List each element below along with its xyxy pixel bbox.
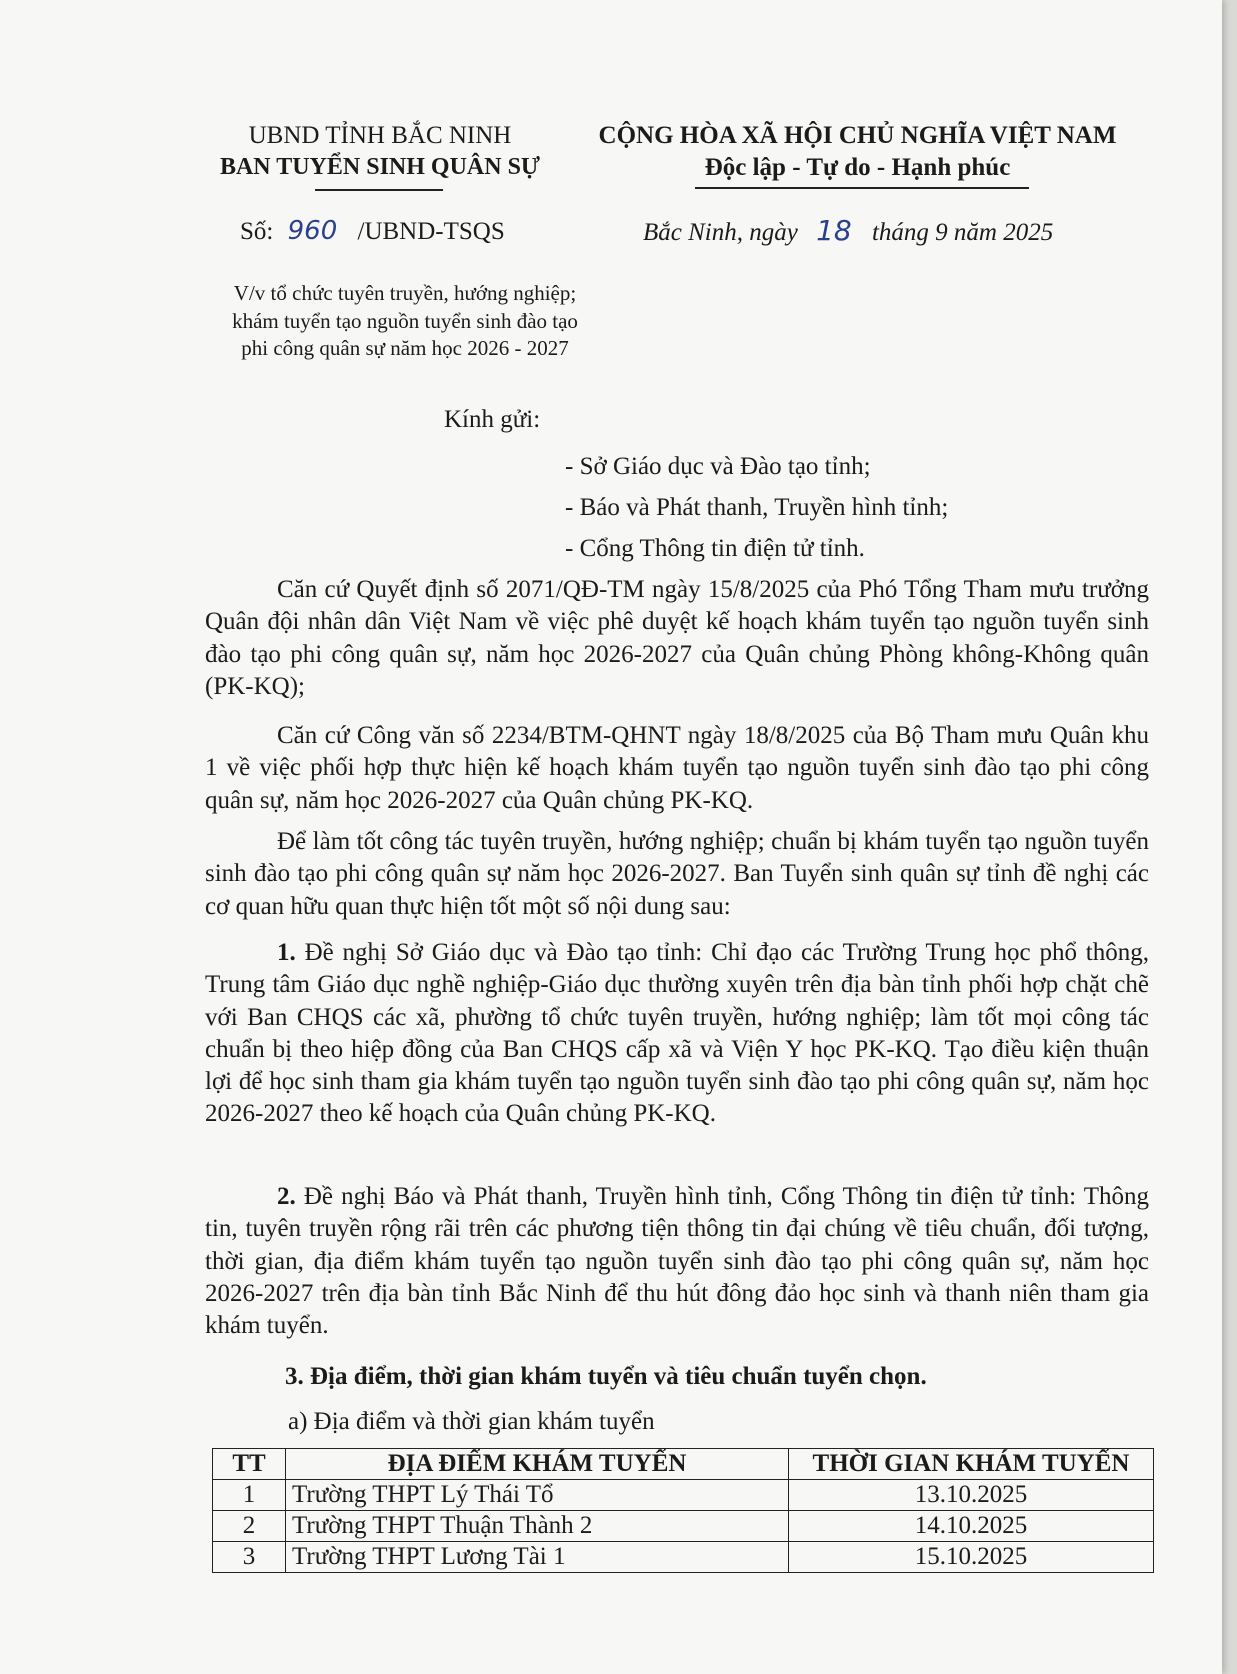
column-header-tt: TT xyxy=(213,1449,286,1480)
document-number-prefix: Số: xyxy=(240,218,274,245)
column-header-place: ĐỊA ĐIỂM KHÁM TUYỂN xyxy=(286,1449,789,1480)
paragraph-text: Căn cứ Công văn số 2234/BTM-QHNT ngày 18/8/2025 của Bộ Tham mưu Quân khu 1 về việc phối hợp thực hiện kế hoạch khám tuyển tạo nguồn tuyển sinh đào tạo phi công quân sự, năm học 2026-2027 của Quân chủng PK-KQ. xyxy=(205,722,1149,814)
subject-line: khám tuyển tạo nguồn tuyển sinh đào tạo xyxy=(232,308,578,333)
subject-line: phi công quân sự năm học 2026 - 2027 xyxy=(241,336,569,360)
recipient-item: - Báo và Phát thanh, Truyền hình tỉnh; xyxy=(565,494,949,521)
document-number-suffix: /UBND-TSQS xyxy=(357,218,505,245)
recipient-item: - Sở Giáo dục và Đào tạo tỉnh; xyxy=(565,453,871,480)
header-underline-left xyxy=(315,189,443,191)
exam-date: 14.10.2025 xyxy=(789,1511,1154,1542)
subsection-a-heading: a) Địa điểm và thời gian khám tuyển xyxy=(288,1408,655,1435)
row-number: 2 xyxy=(213,1511,286,1542)
date-day-handwritten: 18 xyxy=(816,214,852,247)
exam-location: Trường THPT Lương Tài 1 xyxy=(286,1542,789,1573)
exam-schedule-table xyxy=(212,1448,1154,1573)
issuing-authority: UBND TỈNH BẮC NINH xyxy=(248,122,512,149)
body-paragraph-3 xyxy=(205,826,1149,923)
body-item-2 xyxy=(205,1181,1149,1342)
paragraph-text: Căn cứ Quyết định số 2071/QĐ-TM ngày 15/8/2025 của Phó Tổng Tham mưu trưởng Quân đội nhân dân Việt Nam về việc phê duyệt kế hoạch khám tuyển tạo nguồn tuyển sinh đào tạo phi công quân sự, năm học 2026-2027 của Quân chủng Phòng không-Không quân (PK-KQ); xyxy=(205,576,1149,700)
body-paragraph-2 xyxy=(205,720,1149,817)
document-number-handwritten: 960 xyxy=(287,216,338,246)
recipients-list xyxy=(565,446,948,569)
recipients-label: Kính gửi: xyxy=(444,406,541,433)
subject-line: V/v tổ chức tuyên truyền, hướng nghiệp; xyxy=(233,281,577,305)
item-text: Đề nghị Báo và Phát thanh, Truyền hình tỉnh, Cổng Thông tin điện tử tỉnh: Thông tin, tuyên truyền rộng rãi trên các phương tiện thông tin đại chúng về tiêu chuẩn, đối tượng, thời gian, địa điểm khám tuyển tạo nguồn tuyển sinh đào tạo phi công quân sự, năm học 2026-2027 trên địa bàn tỉnh Bắc Ninh để thu hút đông đảo học sinh và thanh niên tham gia khám tuyển. xyxy=(205,1183,1149,1340)
exam-date: 13.10.2025 xyxy=(789,1480,1154,1511)
exam-location: Trường THPT Thuận Thành 2 xyxy=(286,1511,789,1542)
header-underline-right xyxy=(695,187,1029,189)
table-row xyxy=(213,1480,1154,1511)
national-motto: Độc lập - Tự do - Hạnh phúc xyxy=(704,154,1011,181)
row-number: 1 xyxy=(213,1480,286,1511)
document-date xyxy=(643,214,1053,247)
item-text: Đề nghị Sở Giáo dục và Đào tạo tỉnh: Chỉ đạo các Trường Trung học phổ thông, Trung tâm Giáo dục nghề nghiệp-Giáo dục thường xuyên trên địa bàn tỉnh phối hợp chặt chẽ với Ban CHQS các xã, phường tổ chức tuyên truyền, hướng nghiệp; làm tốt mọi công tác chuẩn bị theo hiệp đồng của Ban CHQS cấp xã và Viện Y học PK-KQ. Tạo điều kiện thuận lợi để học sinh tham gia khám tuyển tạo nguồn tuyển sinh đào tạo phi công quân sự, năm học 2026-2027 theo kế hoạch của Quân chủng PK-KQ. xyxy=(205,939,1149,1128)
date-prefix: Bắc Ninh, ngày xyxy=(643,219,798,246)
table-row xyxy=(213,1542,1154,1573)
exam-date: 15.10.2025 xyxy=(789,1542,1154,1573)
row-number: 3 xyxy=(213,1542,286,1573)
body-item-1 xyxy=(205,937,1149,1131)
table-header-row xyxy=(213,1449,1154,1480)
item-number: 2. xyxy=(277,1183,296,1210)
item-number: 1. xyxy=(277,939,296,966)
body-paragraph-1 xyxy=(205,574,1149,703)
issuing-department: BAN TUYỂN SINH QUÂN SỰ xyxy=(219,154,541,180)
document-number xyxy=(240,216,505,246)
national-title: CỘNG HÒA XÃ HỘI CHỦ NGHĨA VIỆT NAM xyxy=(598,122,1117,149)
column-header-time: THỜI GIAN KHÁM TUYỂN xyxy=(789,1449,1154,1480)
paragraph-text: Để làm tốt công tác tuyên truyền, hướng nghiệp; chuẩn bị khám tuyển tạo nguồn tuyển sinh đào tạo phi công quân sự năm học 2026-2027. Ban Tuyển sinh quân sự tỉnh đề nghị các cơ quan hữu quan thực hiện tốt một số nội dung sau: xyxy=(205,828,1149,920)
recipient-item: - Cổng Thông tin điện tử tỉnh. xyxy=(565,535,865,562)
table-row xyxy=(213,1511,1154,1542)
date-suffix: tháng 9 năm 2025 xyxy=(871,219,1054,246)
section-3-heading: 3. Địa điểm, thời gian khám tuyển và tiêu chuẩn tuyển chọn. xyxy=(285,1363,927,1390)
exam-location: Trường THPT Lý Thái Tổ xyxy=(286,1480,789,1511)
subject-block xyxy=(180,280,630,363)
